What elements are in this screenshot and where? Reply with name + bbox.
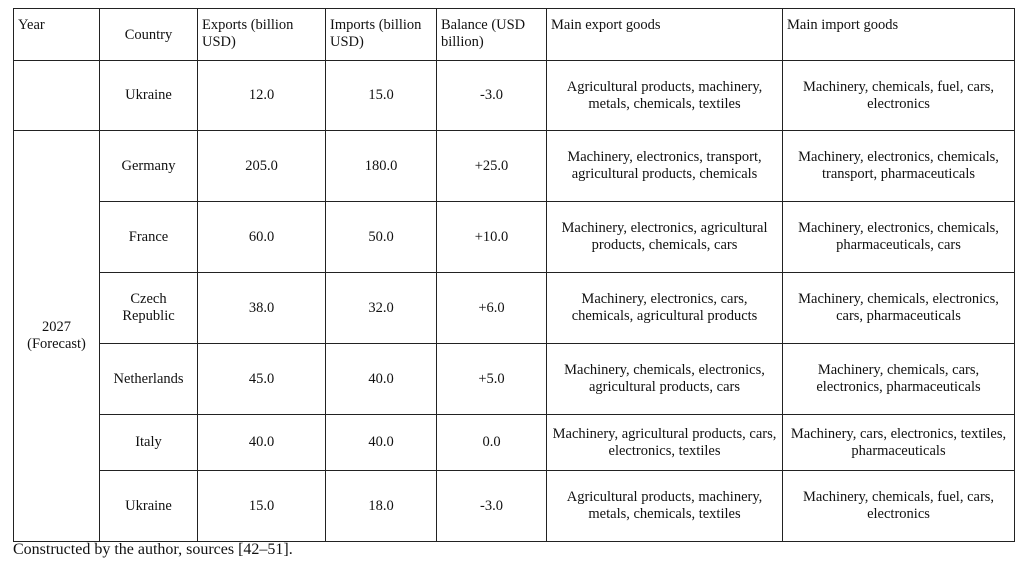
header-country-label: Country bbox=[124, 27, 173, 43]
imports-cell: 50.0 bbox=[326, 202, 437, 273]
imports-cell: 40.0 bbox=[326, 415, 437, 471]
header-main-export-goods: Main export goods bbox=[547, 9, 783, 61]
import-goods-cell: Machinery, chemicals, fuel, cars, electronics bbox=[783, 471, 1015, 542]
table-row bbox=[14, 344, 1015, 415]
balance-cell: +25.0 bbox=[437, 131, 547, 202]
imports-cell: 180.0 bbox=[326, 131, 437, 202]
export-goods-cell: Machinery, agricultural products, cars, electronics, textiles bbox=[547, 415, 783, 471]
balance-cell: +5.0 bbox=[437, 344, 547, 415]
import-goods-cell: Machinery, cars, electronics, textiles, pharmaceuticals bbox=[783, 415, 1015, 471]
header-exports: Exports (billion USD) bbox=[198, 9, 326, 61]
header-balance: Balance (USD billion) bbox=[437, 9, 547, 61]
imports-cell: 15.0 bbox=[326, 61, 437, 131]
header-row bbox=[14, 9, 1015, 61]
balance-cell: +10.0 bbox=[437, 202, 547, 273]
imports-cell: 40.0 bbox=[326, 344, 437, 415]
import-goods-cell: Machinery, chemicals, cars, electronics, pharmaceuticals bbox=[783, 344, 1015, 415]
imports-cell: 18.0 bbox=[326, 471, 437, 542]
import-goods-cell: Machinery, electronics, chemicals, pharmaceuticals, cars bbox=[783, 202, 1015, 273]
balance-cell: 0.0 bbox=[437, 415, 547, 471]
exports-cell: 60.0 bbox=[198, 202, 326, 273]
exports-cell: 205.0 bbox=[198, 131, 326, 202]
table-row bbox=[14, 202, 1015, 273]
table-row bbox=[14, 131, 1015, 202]
table-row bbox=[14, 415, 1015, 471]
year-group-cell: 2027 (Forecast) bbox=[14, 131, 100, 542]
table-row bbox=[14, 471, 1015, 542]
import-goods-cell: Machinery, chemicals, electronics, cars, pharmaceuticals bbox=[783, 273, 1015, 344]
import-goods-cell: Machinery, electronics, chemicals, transport, pharmaceuticals bbox=[783, 131, 1015, 202]
country-cell: Germany bbox=[100, 131, 198, 202]
exports-cell: 40.0 bbox=[198, 415, 326, 471]
export-goods-cell: Machinery, electronics, cars, chemicals, agricultural products bbox=[547, 273, 783, 344]
trade-table bbox=[13, 8, 1015, 542]
table-row bbox=[14, 273, 1015, 344]
header-imports: Imports (billion USD) bbox=[326, 9, 437, 61]
exports-cell: 38.0 bbox=[198, 273, 326, 344]
imports-cell: 32.0 bbox=[326, 273, 437, 344]
export-goods-cell: Agricultural products, machinery, metals, chemicals, textiles bbox=[547, 61, 783, 131]
country-cell: France bbox=[100, 202, 198, 273]
country-cell: Ukraine bbox=[100, 61, 198, 131]
header-main-import-goods: Main import goods bbox=[783, 9, 1015, 61]
exports-cell: 15.0 bbox=[198, 471, 326, 542]
table-row bbox=[14, 61, 1015, 131]
header-year: Year bbox=[14, 9, 100, 61]
balance-cell: -3.0 bbox=[437, 61, 547, 131]
country-cell: Italy bbox=[100, 415, 198, 471]
header-country bbox=[100, 9, 198, 61]
export-goods-cell: Machinery, electronics, agricultural products, chemicals, cars bbox=[547, 202, 783, 273]
balance-cell: -3.0 bbox=[437, 471, 547, 542]
year-cell-empty bbox=[14, 61, 100, 131]
export-goods-cell: Machinery, electronics, transport, agricultural products, chemicals bbox=[547, 131, 783, 202]
country-cell: Ukraine bbox=[100, 471, 198, 542]
country-cell: Czech Republic bbox=[100, 273, 198, 344]
exports-cell: 12.0 bbox=[198, 61, 326, 131]
country-cell: Netherlands bbox=[100, 344, 198, 415]
source-caption: Constructed by the author, sources [42–51]. bbox=[13, 541, 293, 558]
export-goods-cell: Machinery, chemicals, electronics, agricultural products, cars bbox=[547, 344, 783, 415]
import-goods-cell: Machinery, chemicals, fuel, cars, electronics bbox=[783, 61, 1015, 131]
exports-cell: 45.0 bbox=[198, 344, 326, 415]
export-goods-cell: Agricultural products, machinery, metals, chemicals, textiles bbox=[547, 471, 783, 542]
balance-cell: +6.0 bbox=[437, 273, 547, 344]
